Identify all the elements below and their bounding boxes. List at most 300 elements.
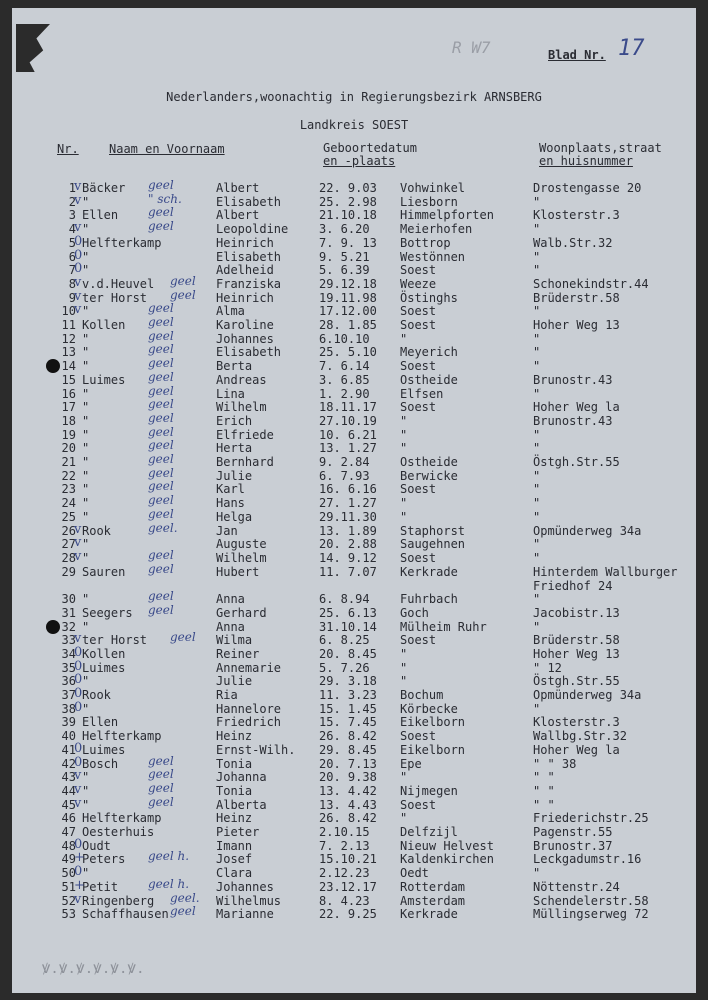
check-mark: 0 <box>74 672 83 688</box>
handwritten-note: geel <box>148 753 174 768</box>
surname: " <box>82 550 90 565</box>
birth-place: Staphorst <box>400 523 466 538</box>
address: " <box>533 866 541 881</box>
birth-date: 6. 8.25 <box>319 633 370 648</box>
first-name: Auguste <box>216 537 267 552</box>
surname: Kollen <box>82 646 126 661</box>
handwritten-note: geel <box>148 438 174 453</box>
birth-date: 13. 1.89 <box>319 523 377 538</box>
birth-place: Meyerich <box>400 345 458 360</box>
birth-date: 29.11.30 <box>319 509 377 524</box>
surname: v.d.Heuvel <box>82 276 155 291</box>
sheet-number: 17 <box>618 36 645 61</box>
handwritten-note: geel h. <box>148 876 190 891</box>
birth-place: Eikelborn <box>400 742 466 757</box>
check-mark: v <box>74 768 82 784</box>
row-number: 20 <box>61 441 76 456</box>
first-name: Andreas <box>216 372 267 387</box>
row-number: 41 <box>61 742 76 757</box>
row-number: 24 <box>61 496 76 511</box>
handwritten-note: geel <box>148 479 174 494</box>
column-header-geboorte: Geboortedatum en -plaats <box>323 141 417 168</box>
first-name: Tonia <box>216 783 253 798</box>
handwritten-note: geel h. <box>148 849 190 864</box>
surname: ter Horst <box>82 633 148 648</box>
check-mark: 0 <box>74 836 83 852</box>
handwritten-note: geel <box>148 342 174 357</box>
address: Schonekindstr.44 <box>533 276 649 291</box>
first-name: Josef <box>216 852 253 867</box>
address: Hinterdem Wallburger Friedhof 24 <box>533 564 678 593</box>
address: " <box>533 468 541 483</box>
surname: Bäcker <box>82 181 126 195</box>
check-mark: v <box>74 179 82 194</box>
surname: Helfterkamp <box>82 811 162 826</box>
row-number: 2 <box>68 194 76 209</box>
surname: " <box>82 194 90 209</box>
check-mark: 0 <box>74 247 83 263</box>
birth-place: Soest <box>400 359 437 374</box>
surname: " <box>82 455 90 469</box>
check-mark: 0 <box>74 658 83 674</box>
row-number: 7 <box>68 263 76 278</box>
birth-date: 19.11.98 <box>319 290 377 305</box>
surname: Luimes <box>82 660 126 675</box>
first-name: Elisabeth <box>216 345 282 360</box>
row-number: 23 <box>61 482 76 497</box>
row-number: 48 <box>61 838 76 853</box>
address: " <box>533 263 541 278</box>
birth-date: 7. 6.14 <box>319 359 370 374</box>
handwritten-note: geel <box>148 328 174 343</box>
punch-hole <box>46 359 60 373</box>
check-mark: v <box>74 288 82 304</box>
surname: ter Horst <box>82 290 148 305</box>
birth-place: Soest <box>400 318 437 332</box>
handwritten-note: geel <box>148 424 174 439</box>
first-name: Lina <box>216 386 245 401</box>
first-name: Johanna <box>216 770 267 785</box>
birth-place: Weeze <box>400 276 437 291</box>
row-number: 52 <box>61 893 76 908</box>
first-name: Hubert <box>216 564 260 579</box>
birth-place: " <box>400 413 408 428</box>
birth-place: " <box>400 427 408 442</box>
first-name: Pieter <box>216 825 260 839</box>
handwritten-note: geel. <box>170 890 200 905</box>
birth-date: 22. 9.03 <box>319 181 377 195</box>
row-number: 30 <box>61 592 76 607</box>
birth-place: Fuhrbach <box>400 592 458 607</box>
row-number: 42 <box>61 756 76 771</box>
surname: " <box>82 482 90 497</box>
row-number: 25 <box>61 509 76 524</box>
table-row <box>12 561 696 593</box>
birth-place: " <box>400 770 408 785</box>
birth-date: 27.10.19 <box>319 413 377 428</box>
address: " <box>533 592 541 607</box>
birth-place: Körbecke <box>400 701 458 716</box>
surname: " <box>82 783 90 798</box>
row-number: 40 <box>61 729 76 744</box>
check-mark: v <box>74 548 82 564</box>
pencil-annotation: R W7 <box>452 38 491 57</box>
birth-date: 2.12.23 <box>319 866 370 881</box>
row-number: 19 <box>61 427 76 442</box>
birth-place: " <box>400 509 408 524</box>
birth-place: " <box>400 674 408 689</box>
address: " <box>533 537 541 552</box>
birth-date: 29. 8.45 <box>319 742 377 757</box>
check-mark: 0 <box>74 754 83 770</box>
address: Hoher Weg 13 <box>533 646 620 661</box>
address: Walb.Str.32 <box>533 235 613 250</box>
address: " <box>533 222 541 237</box>
row-number: 49 <box>61 852 76 867</box>
row-number: 5 <box>68 235 76 250</box>
first-name: Johannes <box>216 879 274 894</box>
handwritten-note: geel <box>170 630 196 645</box>
check-mark: + <box>74 850 85 866</box>
birth-place: " <box>400 660 408 675</box>
address: " <box>533 509 541 524</box>
address: Klosterstr.3 <box>533 208 620 223</box>
check-mark: v <box>74 795 82 811</box>
surname: Helfterkamp <box>82 729 162 744</box>
handwritten-note: geel <box>148 205 174 220</box>
surname: " <box>82 537 90 552</box>
handwritten-note: geel <box>148 506 174 521</box>
first-name: Alma <box>216 304 245 319</box>
column-header-woonplaats: Woonplaats,straat en huisnummer <box>539 141 662 168</box>
birth-place: Westönnen <box>400 249 466 264</box>
address: Müllingserweg 72 <box>533 907 649 922</box>
surname: Sauren <box>82 564 126 579</box>
row-number: 31 <box>61 605 76 620</box>
first-name: Julie <box>216 674 253 689</box>
first-name: Elfriede <box>216 427 274 442</box>
first-name: Elisabeth <box>216 249 282 264</box>
handwritten-note: geel <box>170 273 196 288</box>
birth-date: 27. 1.27 <box>319 496 377 511</box>
birth-date: 3. 6.20 <box>319 222 370 237</box>
address: " <box>533 550 541 565</box>
first-name: Ernst-Wilh. <box>216 742 296 757</box>
address: " <box>533 359 541 374</box>
surname: Ringenberg <box>82 893 155 908</box>
address: Hoher Weg la <box>533 400 620 415</box>
surname: " <box>82 797 90 812</box>
first-name: Wilhelm <box>216 400 267 415</box>
check-mark: + <box>74 877 85 893</box>
surname: Rook <box>82 523 111 538</box>
surname: Ellen <box>82 715 119 730</box>
address: Pagenstr.55 <box>533 825 613 839</box>
first-name: Heinz <box>216 811 253 826</box>
check-mark: 0 <box>74 261 83 277</box>
row-number: 44 <box>61 783 76 798</box>
row-number: 35 <box>61 660 76 675</box>
check-mark: v <box>74 192 82 208</box>
row-number: 34 <box>61 646 76 661</box>
row-number: 6 <box>68 249 76 264</box>
check-mark: v <box>74 521 82 537</box>
first-name: Helga <box>216 509 253 524</box>
birth-place: Mülheim Ruhr <box>400 619 487 634</box>
surname: " <box>82 427 90 442</box>
birth-place: Kaldenkirchen <box>400 852 494 867</box>
first-name: Hannelore <box>216 701 282 716</box>
birth-place: Meierhofen <box>400 222 473 237</box>
birth-date: 31.10.14 <box>319 619 377 634</box>
birth-place: Soest <box>400 304 437 319</box>
first-name: Anna <box>216 592 245 607</box>
handwritten-note: geel <box>148 561 174 576</box>
address: Östgh.Str.55 <box>533 455 620 469</box>
first-name: Wilhelm <box>216 550 267 565</box>
handwritten-note: geel <box>148 589 174 604</box>
row-number: 13 <box>61 345 76 360</box>
address: Brüderstr.58 <box>533 290 620 305</box>
birth-place: Delfzijl <box>400 825 458 839</box>
check-mark: 0 <box>74 233 83 249</box>
birth-date: 9. 5.21 <box>319 249 370 264</box>
first-name: Albert <box>216 208 260 223</box>
first-name: Marianne <box>216 907 274 922</box>
handwritten-note: geel <box>148 547 174 562</box>
birth-place: Amsterdam <box>400 893 466 908</box>
surname: Bosch <box>82 756 119 771</box>
surname: " <box>82 249 90 264</box>
birth-date: 20. 7.13 <box>319 756 377 771</box>
row-number: 51 <box>61 879 76 894</box>
first-name: Julie <box>216 468 253 483</box>
row-number: 15 <box>61 372 76 387</box>
address: Friederichstr.25 <box>533 811 649 826</box>
handwritten-note: " sch. <box>148 191 182 206</box>
column-header-nr: Nr. <box>57 142 79 156</box>
birth-date: 7. 2.13 <box>319 838 370 853</box>
birth-date: 20. 9.38 <box>319 770 377 785</box>
birth-place: Kerkrade <box>400 564 458 579</box>
first-name: Clara <box>216 866 253 881</box>
birth-date: 25. 5.10 <box>319 345 377 360</box>
birth-place: Soest <box>400 482 437 497</box>
birth-place: Soest <box>400 729 437 744</box>
surname: Kollen <box>82 318 126 332</box>
birth-date: 29.12.18 <box>319 276 377 291</box>
pencil-scribble: ꝟ.ꝟ.ꝟ.ꝟ.ꝟ.ꝟ. <box>42 958 145 977</box>
handwritten-note: geel. <box>148 520 178 535</box>
birth-date: 26. 8.42 <box>319 729 377 744</box>
address: " " <box>533 770 555 785</box>
check-mark: v <box>74 891 82 907</box>
address: Brunostr.43 <box>533 372 613 387</box>
birth-date: 28. 1.85 <box>319 318 377 332</box>
first-name: Friedrich <box>216 715 282 730</box>
document-page <box>12 8 696 993</box>
address: Schendelerstr.58 <box>533 893 649 908</box>
birth-date: 3. 6.85 <box>319 372 370 387</box>
row-number: 9 <box>68 290 76 305</box>
address: Drostengasse 20 <box>533 181 642 195</box>
birth-date: 29. 3.18 <box>319 674 377 689</box>
birth-place: Bochum <box>400 688 444 702</box>
surname: " <box>82 304 90 319</box>
row-number: 53 <box>61 907 76 922</box>
birth-place: Soest <box>400 550 437 565</box>
birth-date: 20. 2.88 <box>319 537 377 552</box>
row-number: 12 <box>61 331 76 346</box>
birth-date: 1. 2.90 <box>319 386 370 401</box>
birth-place: Liesborn <box>400 194 458 209</box>
handwritten-note: geel <box>148 356 174 371</box>
row-number: 11 <box>61 318 76 332</box>
row-number: 28 <box>61 550 76 565</box>
check-mark: v <box>74 535 82 551</box>
birth-date: 10. 6.21 <box>319 427 377 442</box>
sheet-label: Blad Nr. <box>548 48 606 62</box>
surname: Ellen <box>82 208 119 223</box>
birth-date: 14. 9.12 <box>319 550 377 565</box>
birth-date: 25. 6.13 <box>319 605 377 620</box>
address: Opmünderweg 34a <box>533 688 642 702</box>
address: Leckgadumstr.16 <box>533 852 642 867</box>
column-header-naam: Naam en Voornaam <box>109 142 225 156</box>
row-number: 47 <box>61 825 76 839</box>
surname: " <box>82 770 90 785</box>
birth-date: 18.11.17 <box>319 400 377 415</box>
birth-place: Saugehnen <box>400 537 466 552</box>
birth-date: 11. 3.23 <box>319 688 377 702</box>
address: Hoher Weg 13 <box>533 318 620 332</box>
handwritten-note: geel <box>148 452 174 466</box>
surname: " <box>82 386 90 401</box>
birth-place: Nijmegen <box>400 783 458 798</box>
surname: " <box>82 592 90 607</box>
first-name: Ria <box>216 688 238 702</box>
birth-place: Berwicke <box>400 468 458 483</box>
handwritten-note: geel <box>148 465 174 480</box>
birth-date: 15.10.21 <box>319 852 377 867</box>
row-number: 16 <box>61 386 76 401</box>
row-number: 22 <box>61 468 76 483</box>
row-number: 43 <box>61 770 76 785</box>
handwritten-note: geel <box>148 178 174 192</box>
birth-place: Epe <box>400 756 422 771</box>
row-number: 4 <box>68 222 76 237</box>
document-subtitle: Landkreis SOEST <box>299 118 409 132</box>
surname: Luimes <box>82 742 126 757</box>
birth-place: Vohwinkel <box>400 181 466 195</box>
row-number: 29 <box>61 564 76 579</box>
surname: " <box>82 866 90 881</box>
address: " <box>533 701 541 716</box>
address: " <box>533 386 541 401</box>
first-name: Elisabeth <box>216 194 282 209</box>
first-name: Johannes <box>216 331 274 346</box>
row-number: 17 <box>61 400 76 415</box>
birth-date: 5. 7.26 <box>319 660 370 675</box>
address: " <box>533 619 541 634</box>
address: " <box>533 304 541 319</box>
row-number: 33 <box>61 633 76 648</box>
first-name: Reiner <box>216 646 260 661</box>
handwritten-note: geel <box>148 767 174 782</box>
row-number: 3 <box>68 208 76 223</box>
birth-date: 11. 7.07 <box>319 564 377 579</box>
torn-corner <box>16 24 50 72</box>
first-name: Franziska <box>216 276 282 291</box>
address: " <box>533 194 541 209</box>
check-mark: 0 <box>74 686 83 701</box>
first-name: Berta <box>216 359 253 374</box>
check-mark: 0 <box>74 644 83 660</box>
row-number: 36 <box>61 674 76 689</box>
first-name: Heinz <box>216 729 253 744</box>
birth-date: 13. 4.42 <box>319 783 377 798</box>
birth-place: " <box>400 646 408 661</box>
first-name: Wilma <box>216 633 253 648</box>
check-mark: v <box>74 302 82 318</box>
check-mark: v <box>74 274 82 290</box>
birth-date: 6. 8.94 <box>319 592 370 607</box>
surname: Oesterhuis <box>82 825 155 839</box>
birth-date: 16. 6.16 <box>319 482 377 497</box>
surname: Luimes <box>82 372 126 387</box>
surname: " <box>82 331 90 346</box>
first-name: Gerhard <box>216 605 267 620</box>
row-number: 18 <box>61 413 76 428</box>
row-number: 21 <box>61 455 76 469</box>
row-number: 37 <box>61 688 76 702</box>
first-name: Alberta <box>216 797 267 812</box>
first-name: Karoline <box>216 318 274 332</box>
surname: Petit <box>82 879 119 894</box>
row-number: 38 <box>61 701 76 716</box>
handwritten-note: geel <box>148 493 174 508</box>
handwritten-note: geel <box>148 410 174 425</box>
address: " <box>533 482 541 497</box>
handwritten-note: geel <box>170 904 196 919</box>
check-mark: v <box>74 631 82 647</box>
row-number: 45 <box>61 797 76 812</box>
first-name: Tonia <box>216 756 253 771</box>
birth-place: Soest <box>400 400 437 415</box>
handwritten-note: geel <box>148 369 174 384</box>
first-name: Anna <box>216 619 245 634</box>
first-name: Annemarie <box>216 660 282 675</box>
address: Hoher Weg la <box>533 742 620 757</box>
first-name: Erich <box>216 413 253 428</box>
handwritten-note: geel <box>148 219 174 234</box>
handwritten-note: geel <box>148 383 174 398</box>
birth-date: 23.12.17 <box>319 879 377 894</box>
first-name: Jan <box>216 523 238 538</box>
birth-place: Ostheide <box>400 372 458 387</box>
handwritten-note: geel <box>148 397 174 412</box>
document-title: Nederlanders,woonachtig in Regierungsbezirk ARNSBERG <box>166 90 542 104</box>
birth-date: 26. 8.42 <box>319 811 377 826</box>
surname: " <box>82 222 90 237</box>
birth-place: Bottrop <box>400 235 451 250</box>
birth-place: Soest <box>400 263 437 278</box>
surname: " <box>82 345 90 360</box>
address: Brunostr.43 <box>533 413 613 428</box>
surname: " <box>82 701 90 716</box>
first-name: Karl <box>216 482 245 497</box>
surname: " <box>82 468 90 483</box>
